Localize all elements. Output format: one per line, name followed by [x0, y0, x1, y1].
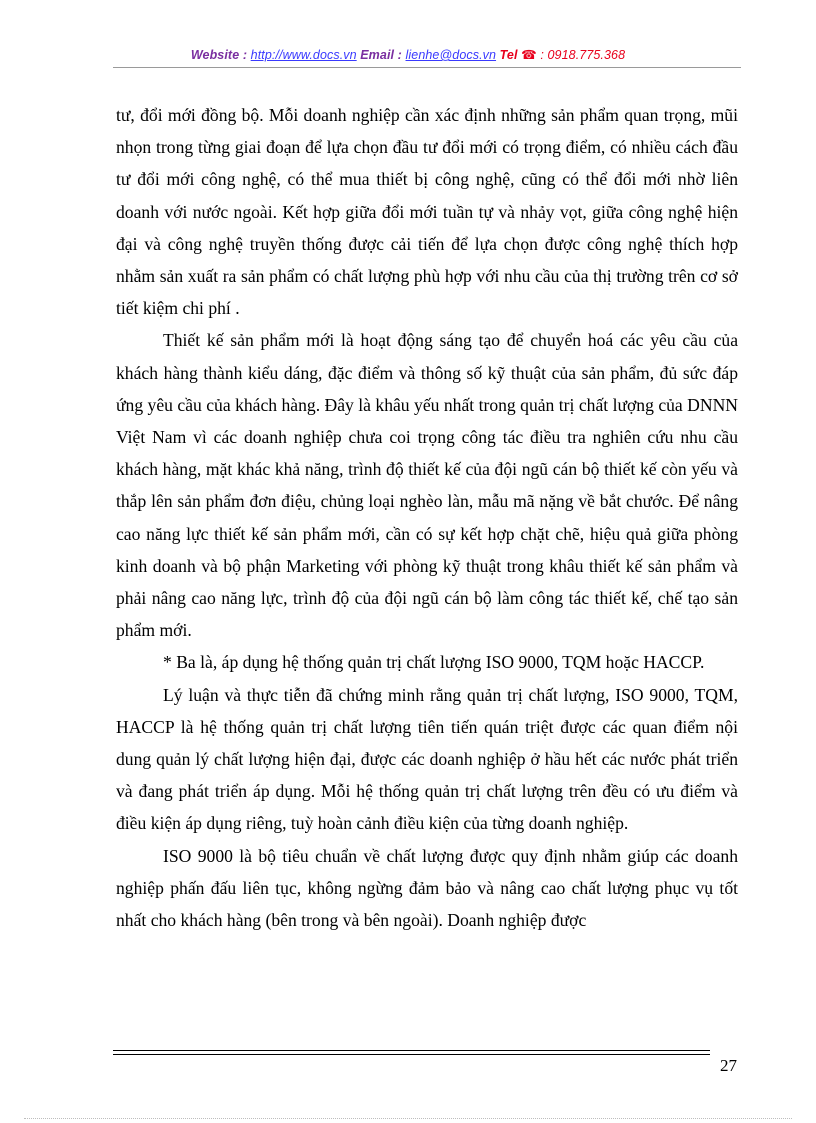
phone-icon: ☎ — [521, 48, 537, 62]
website-label: Website : — [190, 48, 251, 62]
email-link[interactable]: lienhe@docs.vn — [405, 48, 497, 62]
paragraph-3: * Ba là, áp dụng hệ thống quản trị chất lượng ISO 9000, TQM hoặc HACCP. — [163, 652, 705, 673]
website-link[interactable]: http://www.docs.vn — [250, 48, 357, 62]
tel-number: : 0918.775.368 — [536, 48, 626, 62]
header-divider — [113, 67, 741, 68]
page-number: 27 — [720, 1056, 737, 1075]
footer-divider-top — [113, 1050, 710, 1051]
paragraph-4: Lý luận và thực tiễn đã chứng minh rằng quản trị chất lượng, ISO 9000, TQM, HACCP là hệ thống quản trị chất lượng tiên tiến quán triệt được các quan điểm nội dung quản lý chất lượng hiện đại, được các doanh nghiệp ở hầu hết các nước phát triển và đang phát triển áp dụng. Mỗi hệ thống quản trị chất lượng trên đều có ưu điểm và điều kiện áp dụng riêng, tuỳ hoàn cảnh điều kiện của từng doanh nghiệp. — [116, 684, 738, 834]
footer-divider-bottom — [113, 1054, 710, 1055]
paragraph-5: ISO 9000 là bộ tiêu chuẩn về chất lượng được quy định nhằm giúp các doanh nghiệp phấn đấu liên tục, không ngừng đảm bảo và nâng cao chất lượng phục vụ tốt nhất cho khách hàng (bên trong và bên ngoài). Doanh nghiệp được — [116, 845, 738, 931]
document-body — [116, 99, 738, 936]
page-bottom-edge — [24, 1118, 792, 1119]
tel-label: Tel — [496, 48, 522, 62]
paragraph-1: tư, đổi mới đồng bộ. Mỗi doanh nghiệp cần xác định những sản phẩm quan trọng, mũi nhọn trong từng giai đoạn để lựa chọn đầu tư đổi mới có trọng điểm, có nhiều cách đầu tư đổi mới công nghệ, có thể mua thiết bị công nghệ, cũng có thể đổi mới nhờ liên doanh với nước ngoài. Kết hợp giữa đổi mới tuần tự và nhảy vọt, giữa công nghệ hiện đại và công nghệ truyền thống được cải tiến để lựa chọn được công nghệ thích hợp nhằm sản xuất ra sản phẩm có chất lượng phù hợp với nhu cầu của thị trường trên cơ sở tiết kiệm chi phí . — [116, 105, 738, 319]
paragraph-2: Thiết kế sản phẩm mới là hoạt động sáng tạo để chuyển hoá các yêu cầu của khách hàng thành kiểu dáng, đặc điểm và thông số kỹ thuật của sản phẩm, đủ sức đáp ứng yêu cầu của khách hàng. Đây là khâu yếu nhất trong quản trị chất lượng của DNNN Việt Nam vì các doanh nghiệp chưa coi trọng công tác điều tra nghiên cứu nhu cầu khách hàng, mặt khác khả năng, trình độ thiết kế của đội ngũ cán bộ thiết kế còn yếu và thắp lên sản phẩm đơn điệu, chủng loại nghèo làn, mẫu mã nặng về bắt chước. Để nâng cao năng lực thiết kế sản phẩm mới, cần có sự kết hợp chặt chẽ, hiệu quả giữa phòng kinh doanh và bộ phận Marketing với phòng kỹ thuật trong khâu thiết kế sản phẩm và phải nâng cao năng lực, trình độ của đội ngũ cán bộ làm công tác thiết kế, chế tạo sản phẩm mới. — [116, 330, 738, 641]
email-label: Email : — [356, 48, 406, 62]
page-header — [0, 47, 816, 62]
